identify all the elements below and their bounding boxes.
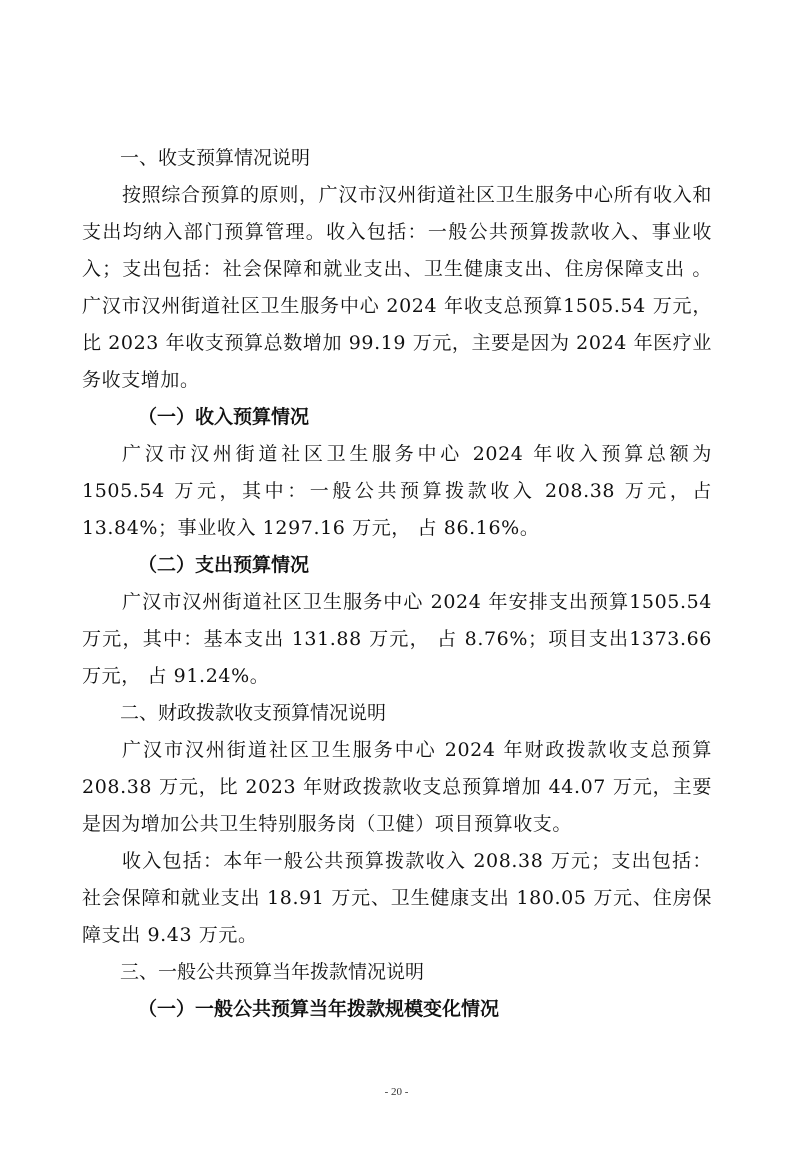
- section-heading-2: 二、财政拨款收支预算情况说明: [120, 702, 387, 724]
- paragraph-overview: 按照综合预算的原则，广汉市汉州街道社区卫生服务中心所有收入和支出均纳入部门预算管理。收入包括：一般公共预算拨款收入、事业收入；支出包括：社会保障和就业支出、卫生健康支出、住房保障支出 。广汉市汉州街道社区卫生服务中心 2024 年收支总预算1505.54 万元， 比 2023 年收支预算总数增加 99.19 万元，主要是因为 2024 年医疗业务收支增加。: [82, 184, 712, 391]
- subsection-heading-expense: （二）支出预算情况: [138, 554, 310, 576]
- paragraph-expense: 广汉市汉州街道社区卫生服务中心 2024 年安排支出预算1505.54 万元，其中：基本支出 131.88 万元， 占 8.76%；项目支出1373.66 万元， 占 91.24%。: [82, 591, 712, 687]
- paragraph-income: 广汉市汉州街道社区卫生服务中心 2024 年收入预算总额为1505.54 万元，其中：一般公共预算拨款收入 208.38 万元，占 13.84%；事业收入 1297.16 万元， 占 86.16%。: [82, 443, 712, 539]
- paragraph-fiscal-breakdown: 收入包括：本年一般公共预算拨款收入 208.38 万元；支出包括：社会保障和就业支出 18.91 万元、卫生健康支出 180.05 万元、住房保障支出 9.43 万元。: [82, 850, 712, 946]
- subsection-heading-income: （一）收入预算情况: [138, 406, 310, 428]
- section-heading-3: 三、一般公共预算当年拨款情况说明: [120, 961, 425, 983]
- subsection-heading-scale-change: （一）一般公共预算当年拨款规模变化情况: [138, 998, 500, 1020]
- section-heading-1: 一、收支预算情况说明: [120, 147, 311, 169]
- page-number: - 20 -: [384, 1086, 409, 1098]
- document-body: [82, 140, 712, 1028]
- paragraph-fiscal-allocation: 广汉市汉州街道社区卫生服务中心 2024 年财政拨款收支总预算208.38 万元，比 2023 年财政拨款收支总预算增加 44.07 万元，主要是因为增加公共卫生特别服务岗（卫健）项目预算收支。: [82, 739, 712, 835]
